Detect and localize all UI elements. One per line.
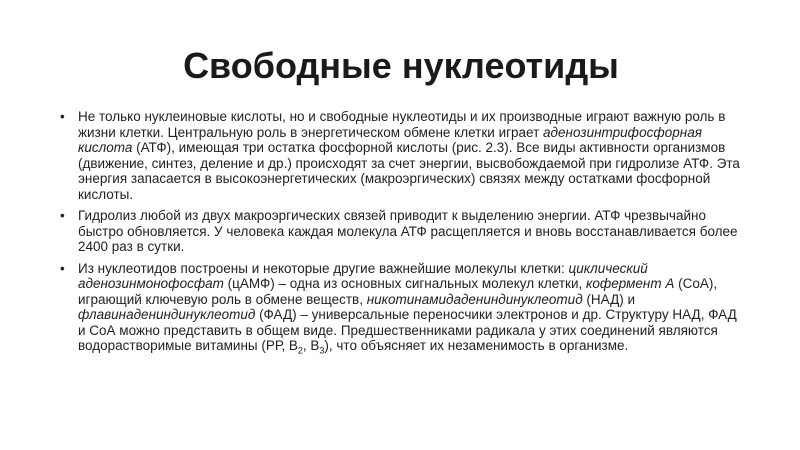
term-camp: циклический аденозинмонофосфат [78,260,648,292]
bullet-marker: • [60,109,65,125]
bullet-marker: • [60,260,65,276]
paragraph-text: Не только нуклеиновые кислоты, но и свободные нуклеотиды и их производные играют важную роль в жизни клетки. Центральную роль в энергетическом обмене клетки играет [78,109,726,140]
paragraph-atp [58,109,744,202]
paragraph-text: ), что объясняет их незаменимость в организме. [324,338,629,354]
paragraph-text: (ФАД) – универсальные переносчики электронов и др. Структуру НАД, ФАД и СоА можно представить в общем виде. Предшественниками радикала у этих соединений являются водорастворимые витамины (РР, В [78,307,737,354]
subscript-2: 2 [297,345,303,356]
paragraph-text: (АТФ), имеющая три остатка фосфорной кислоты (рис. 2.3). Все виды активности организмов (движение, синтез, деление и др.) происходят за счет энергии, высвобождаемой при гидролизе АТФ. Эта энергия запасается в высокоэнергетических (макроэргических) связях между остатками фосфорной кислоты. [78,140,740,202]
term-nad: никотинамидадениндинуклеотид [366,291,583,307]
term-fad: флавинадениндинуклеотид [78,307,256,323]
paragraph-other-molecules [58,261,744,354]
paragraph-hydrolysis [58,208,744,255]
bullet-list [58,109,744,354]
paragraph-text: (СоА), играющий ключевую роль в обмене веществ, [78,276,718,307]
bullet-marker: • [60,208,65,224]
term-atp: аденозинтрифосфорная кислота [78,124,702,156]
slide-title: Свободные нуклеотиды [183,45,619,86]
paragraph-text: (цАМФ) – одна из основных сигнальных молекул клетки, [223,276,586,292]
term-coa: кофермент А [585,276,675,292]
subscript-3: 3 [319,345,325,356]
paragraph-text: (НАД) и [582,291,636,307]
paragraph-text: , В [302,338,320,354]
paragraph-text: Из нуклеотидов построены и некоторые другие важнейшие молекулы клетки: [78,260,569,276]
paragraph-text: Гидролиз любой из двух макроэргических связей приводит к выделению энергии. АТФ чрезвычайно быстро обновляется. У человека каждая молекула АТФ расщепляется и вновь восстанавливается более 2400 раз в сутки. [78,208,738,255]
